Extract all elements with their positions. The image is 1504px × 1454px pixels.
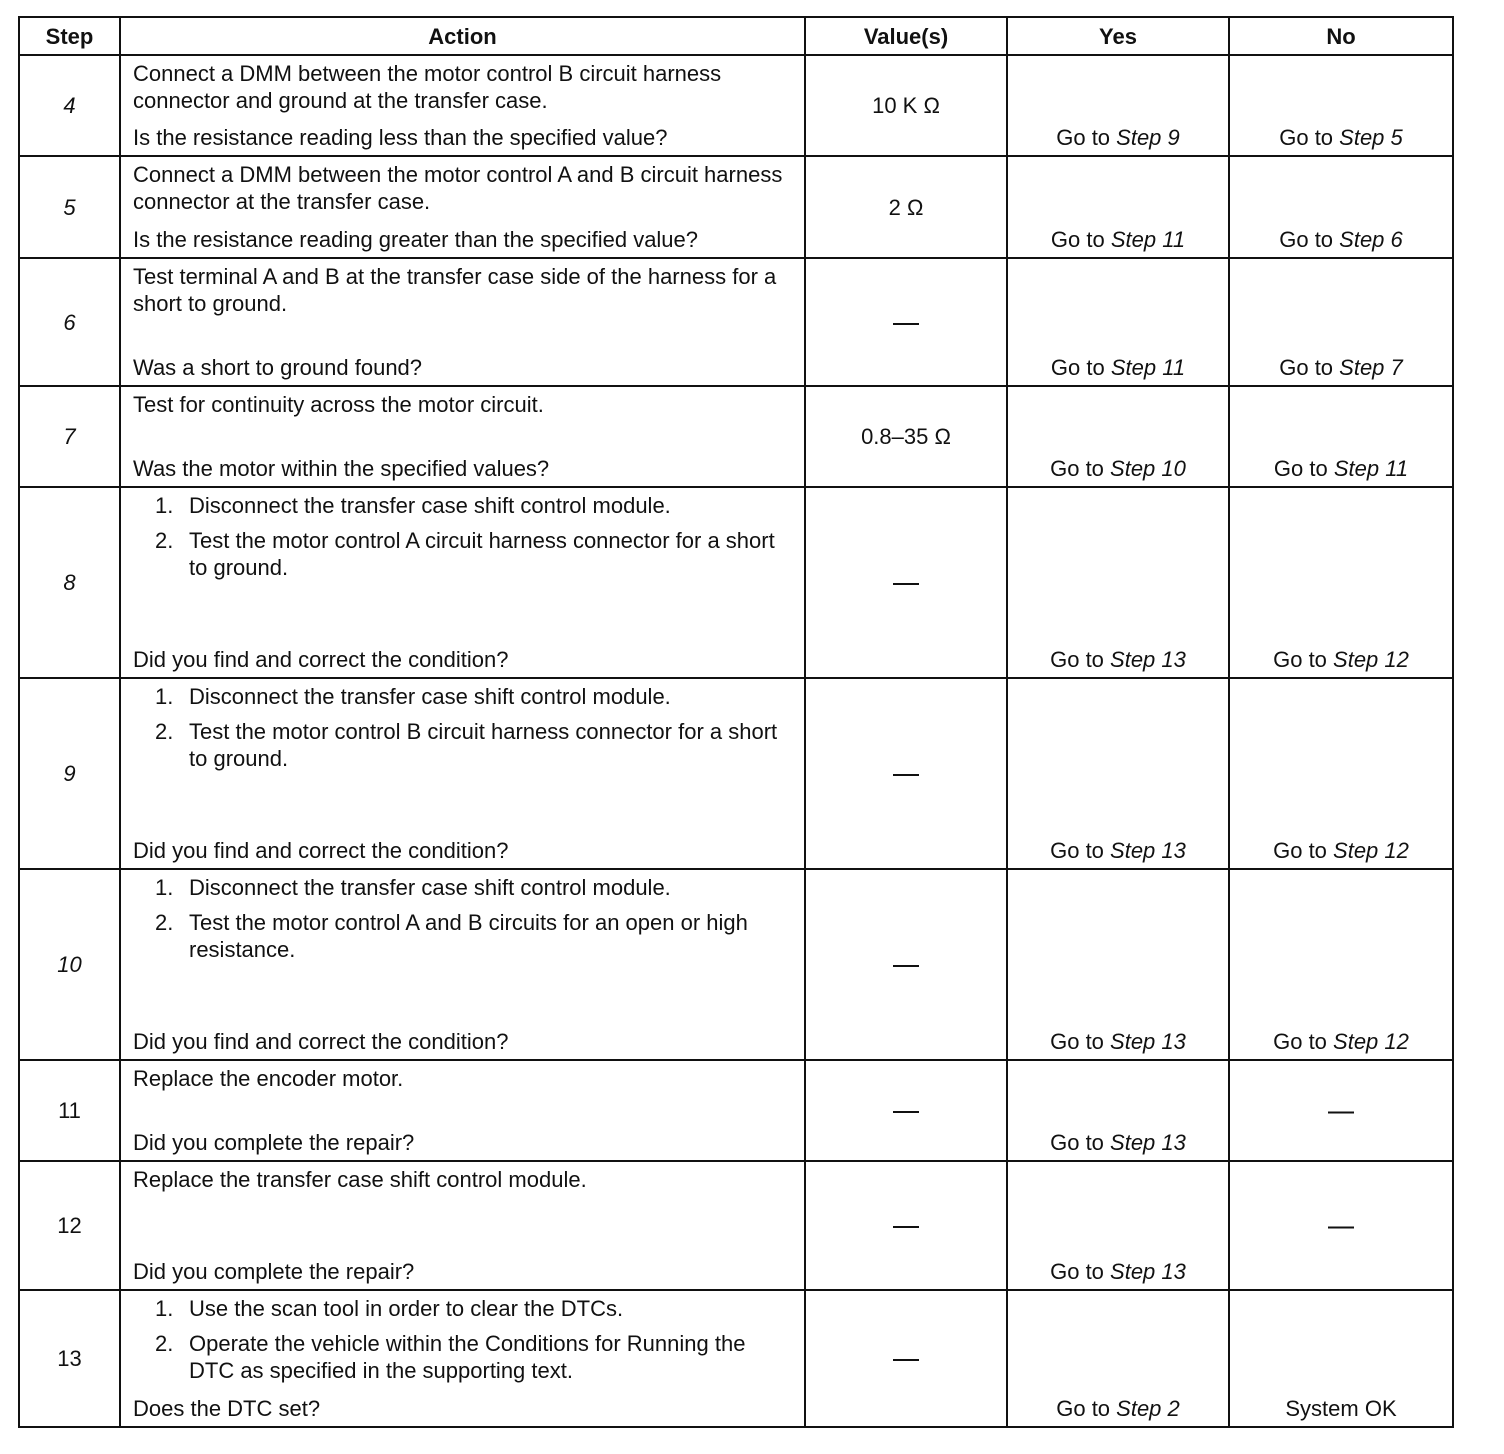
yes-step-ref: Step 2 bbox=[1116, 1396, 1180, 1421]
list-item-text: Disconnect the transfer case shift control module. bbox=[189, 493, 671, 518]
table-row bbox=[19, 258, 1453, 386]
action-content bbox=[121, 870, 804, 1059]
header-step: Step bbox=[19, 17, 120, 55]
action-list-item bbox=[133, 1330, 794, 1384]
table-row bbox=[19, 487, 1453, 678]
action-text: Test terminal A and B at the transfer case side of the harness for a short to ground. bbox=[133, 264, 777, 316]
no-step-ref: Step 12 bbox=[1333, 647, 1409, 672]
action-cell bbox=[120, 386, 805, 487]
list-item-text: Use the scan tool in order to clear the DTCs. bbox=[189, 1296, 624, 1321]
action-question: Does the DTC set? bbox=[133, 1396, 321, 1421]
goto-prefix: Go to bbox=[1279, 355, 1340, 380]
header-no: No bbox=[1229, 17, 1453, 55]
no-cell bbox=[1229, 258, 1453, 386]
step-number: 9 bbox=[19, 678, 120, 869]
list-item-text: Test the motor control A circuit harness connector for a short to ground. bbox=[189, 528, 775, 580]
no-cell bbox=[1229, 386, 1453, 487]
action-content bbox=[121, 157, 804, 257]
no-cell bbox=[1229, 678, 1453, 869]
step-number: 7 bbox=[19, 386, 120, 487]
action-list-item bbox=[133, 909, 794, 963]
action-cell bbox=[120, 1161, 805, 1290]
list-item-text: Disconnect the transfer case shift control module. bbox=[189, 684, 671, 709]
action-content bbox=[121, 488, 804, 677]
table-row bbox=[19, 1060, 1453, 1161]
value-cell bbox=[805, 258, 1007, 386]
action-question: Was the motor within the specified values? bbox=[133, 456, 550, 481]
goto-prefix: Go to bbox=[1273, 838, 1334, 863]
goto-prefix: Go to bbox=[1050, 227, 1111, 252]
goto-prefix: Go to bbox=[1050, 838, 1111, 863]
value-cell bbox=[805, 1060, 1007, 1161]
action-text: Replace the transfer case shift control module. bbox=[133, 1167, 587, 1192]
action-content bbox=[121, 56, 804, 155]
action-instructions bbox=[121, 157, 804, 215]
yes-goto bbox=[1008, 646, 1228, 673]
yes-cell bbox=[1007, 1161, 1229, 1290]
action-cell bbox=[120, 487, 805, 678]
no-result-text: System OK bbox=[1285, 1396, 1397, 1421]
goto-prefix: Go to bbox=[1050, 1029, 1111, 1054]
list-number: 2. bbox=[155, 719, 174, 744]
value-dash bbox=[893, 1346, 919, 1371]
table-row bbox=[19, 386, 1453, 487]
no-step-ref: Step 7 bbox=[1339, 355, 1403, 380]
action-content bbox=[121, 679, 804, 868]
list-number: 1. bbox=[155, 684, 174, 709]
yes-step-ref: Step 13 bbox=[1110, 1130, 1186, 1155]
step-number: 8 bbox=[19, 487, 120, 678]
no-step-ref: Step 12 bbox=[1333, 1029, 1409, 1054]
action-question: Did you find and correct the condition? bbox=[133, 1029, 509, 1054]
value-dash bbox=[893, 1098, 919, 1123]
table-row bbox=[19, 1161, 1453, 1290]
yes-cell bbox=[1007, 1060, 1229, 1161]
action-instructions bbox=[121, 488, 804, 581]
yes-cell bbox=[1007, 487, 1229, 678]
yes-goto bbox=[1008, 124, 1228, 151]
header-yes: Yes bbox=[1007, 17, 1229, 55]
yes-cell bbox=[1007, 55, 1229, 156]
action-instructions bbox=[121, 1291, 804, 1384]
goto-prefix: Go to bbox=[1050, 647, 1111, 672]
action-steps-list bbox=[133, 683, 794, 772]
action-question: Did you find and correct the condition? bbox=[133, 647, 509, 672]
action-list-item bbox=[133, 683, 794, 710]
no-cell bbox=[1229, 487, 1453, 678]
yes-goto bbox=[1008, 1129, 1228, 1156]
action-question: Did you complete the repair? bbox=[133, 1259, 415, 1284]
value-dash bbox=[893, 1213, 919, 1238]
list-number: 1. bbox=[155, 1296, 174, 1321]
action-question: Did you complete the repair? bbox=[133, 1130, 415, 1155]
action-text: Connect a DMM between the motor control A and B circuit harness connector at the transfer case. bbox=[133, 162, 783, 214]
no-dash bbox=[1230, 1212, 1452, 1239]
action-cell bbox=[120, 869, 805, 1060]
action-instructions bbox=[121, 56, 804, 114]
list-number: 1. bbox=[155, 493, 174, 518]
no-cell bbox=[1229, 156, 1453, 258]
diagnostic-table-container bbox=[18, 16, 1452, 1428]
list-item-text: Operate the vehicle within the Conditions for Running the DTC as specified in the supporting text. bbox=[189, 1331, 746, 1383]
step-number: 4 bbox=[19, 55, 120, 156]
value-dash bbox=[893, 761, 919, 786]
value-cell bbox=[805, 678, 1007, 869]
list-item-text: Test the motor control A and B circuits for an open or high resistance. bbox=[189, 910, 748, 962]
yes-goto bbox=[1008, 1028, 1228, 1055]
yes-cell bbox=[1007, 386, 1229, 487]
value-cell bbox=[805, 1290, 1007, 1427]
action-question: Is the resistance reading greater than the specified value? bbox=[133, 227, 699, 252]
value-cell bbox=[805, 1161, 1007, 1290]
goto-prefix: Go to bbox=[1273, 647, 1334, 672]
table-row bbox=[19, 869, 1453, 1060]
action-instructions bbox=[121, 1061, 804, 1092]
value-cell bbox=[805, 869, 1007, 1060]
goto-prefix: Go to bbox=[1050, 1130, 1111, 1155]
action-cell bbox=[120, 678, 805, 869]
yes-step-ref: Step 10 bbox=[1110, 456, 1186, 481]
yes-cell bbox=[1007, 869, 1229, 1060]
goto-prefix: Go to bbox=[1050, 355, 1111, 380]
action-instructions bbox=[121, 870, 804, 963]
yes-cell bbox=[1007, 678, 1229, 869]
value-text: 0.8–35 Ω bbox=[861, 424, 951, 449]
action-instructions bbox=[121, 1162, 804, 1193]
action-question: Did you find and correct the condition? bbox=[133, 838, 509, 863]
yes-step-ref: Step 13 bbox=[1110, 838, 1186, 863]
step-number: 11 bbox=[19, 1060, 120, 1161]
yes-step-ref: Step 9 bbox=[1116, 125, 1180, 150]
action-text: Test for continuity across the motor circuit. bbox=[133, 392, 544, 417]
yes-cell bbox=[1007, 156, 1229, 258]
action-cell bbox=[120, 55, 805, 156]
yes-cell bbox=[1007, 1290, 1229, 1427]
yes-step-ref: Step 11 bbox=[1110, 227, 1186, 252]
yes-goto bbox=[1008, 455, 1228, 482]
yes-goto bbox=[1008, 1395, 1228, 1422]
no-step-ref: Step 12 bbox=[1333, 838, 1409, 863]
goto-prefix: Go to bbox=[1273, 456, 1334, 481]
action-list-item bbox=[133, 492, 794, 519]
value-cell bbox=[805, 487, 1007, 678]
table-row bbox=[19, 1290, 1453, 1427]
value-text: 10 K Ω bbox=[872, 93, 940, 118]
no-cell bbox=[1229, 1060, 1453, 1161]
value-dash bbox=[893, 310, 919, 335]
yes-cell bbox=[1007, 258, 1229, 386]
action-steps-list bbox=[133, 874, 794, 963]
no-step-ref: Step 6 bbox=[1339, 227, 1403, 252]
goto-prefix: Go to bbox=[1050, 456, 1111, 481]
no-cell bbox=[1229, 869, 1453, 1060]
action-text: Replace the encoder motor. bbox=[133, 1066, 404, 1091]
action-content bbox=[121, 387, 804, 486]
yes-goto bbox=[1008, 354, 1228, 381]
header-row bbox=[19, 17, 1453, 55]
goto-prefix: Go to bbox=[1056, 125, 1117, 150]
yes-step-ref: Step 13 bbox=[1110, 1259, 1186, 1284]
table-row bbox=[19, 55, 1453, 156]
value-dash bbox=[893, 952, 919, 977]
value-cell bbox=[805, 156, 1007, 258]
no-goto bbox=[1230, 354, 1452, 381]
no-step-ref: Step 11 bbox=[1333, 456, 1409, 481]
list-number: 1. bbox=[155, 875, 174, 900]
table-row bbox=[19, 678, 1453, 869]
no-goto bbox=[1230, 226, 1452, 253]
action-cell bbox=[120, 1290, 805, 1427]
yes-goto bbox=[1008, 837, 1228, 864]
diagnostic-table bbox=[18, 16, 1454, 1428]
action-steps-list bbox=[133, 1295, 794, 1384]
goto-prefix: Go to bbox=[1050, 1259, 1111, 1284]
value-text: 2 Ω bbox=[888, 194, 924, 220]
action-text: Connect a DMM between the motor control B circuit harness connector and ground at the transfer case. bbox=[133, 61, 722, 113]
action-list-item bbox=[133, 1295, 794, 1322]
value-cell bbox=[805, 55, 1007, 156]
action-content bbox=[121, 1291, 804, 1426]
goto-prefix: Go to bbox=[1279, 125, 1340, 150]
list-item-text: Disconnect the transfer case shift control module. bbox=[189, 875, 671, 900]
no-goto bbox=[1230, 646, 1452, 673]
table-row bbox=[19, 156, 1453, 258]
value-cell bbox=[805, 386, 1007, 487]
action-content bbox=[121, 259, 804, 385]
no-goto bbox=[1230, 837, 1452, 864]
action-instructions bbox=[121, 679, 804, 772]
step-number: 12 bbox=[19, 1161, 120, 1290]
value-dash bbox=[893, 570, 919, 595]
step-number: 6 bbox=[19, 258, 120, 386]
action-steps-list bbox=[133, 492, 794, 581]
no-step-ref: Step 5 bbox=[1339, 125, 1403, 150]
action-content bbox=[121, 1162, 804, 1289]
action-cell bbox=[120, 156, 805, 258]
step-number: 13 bbox=[19, 1290, 120, 1427]
no-goto bbox=[1230, 124, 1452, 151]
yes-step-ref: Step 13 bbox=[1110, 1029, 1186, 1054]
yes-goto bbox=[1008, 1258, 1228, 1285]
no-goto bbox=[1230, 455, 1452, 482]
action-list-item bbox=[133, 874, 794, 901]
header-action: Action bbox=[120, 17, 805, 55]
no-cell bbox=[1229, 55, 1453, 156]
action-question: Was a short to ground found? bbox=[133, 355, 423, 380]
step-number: 5 bbox=[19, 156, 120, 258]
no-cell bbox=[1229, 1290, 1453, 1427]
action-instructions bbox=[121, 259, 804, 317]
step-number: 10 bbox=[19, 869, 120, 1060]
action-instructions bbox=[121, 387, 804, 418]
goto-prefix: Go to bbox=[1279, 227, 1340, 252]
yes-step-ref: Step 13 bbox=[1110, 647, 1186, 672]
action-cell bbox=[120, 258, 805, 386]
list-number: 2. bbox=[155, 528, 174, 553]
action-list-item bbox=[133, 718, 794, 772]
list-item-text: Test the motor control B circuit harness connector for a short to ground. bbox=[189, 719, 778, 771]
no-goto bbox=[1230, 1028, 1452, 1055]
yes-goto bbox=[1008, 226, 1228, 253]
list-number: 2. bbox=[155, 910, 174, 935]
no-dash bbox=[1230, 1097, 1452, 1124]
action-content bbox=[121, 1061, 804, 1160]
action-question: Is the resistance reading less than the specified value? bbox=[133, 125, 668, 150]
goto-prefix: Go to bbox=[1273, 1029, 1334, 1054]
yes-step-ref: Step 11 bbox=[1110, 355, 1186, 380]
action-cell bbox=[120, 1060, 805, 1161]
list-number: 2. bbox=[155, 1331, 174, 1356]
no-cell bbox=[1229, 1161, 1453, 1290]
goto-prefix: Go to bbox=[1056, 1396, 1117, 1421]
header-values: Value(s) bbox=[805, 17, 1007, 55]
action-list-item bbox=[133, 527, 794, 581]
